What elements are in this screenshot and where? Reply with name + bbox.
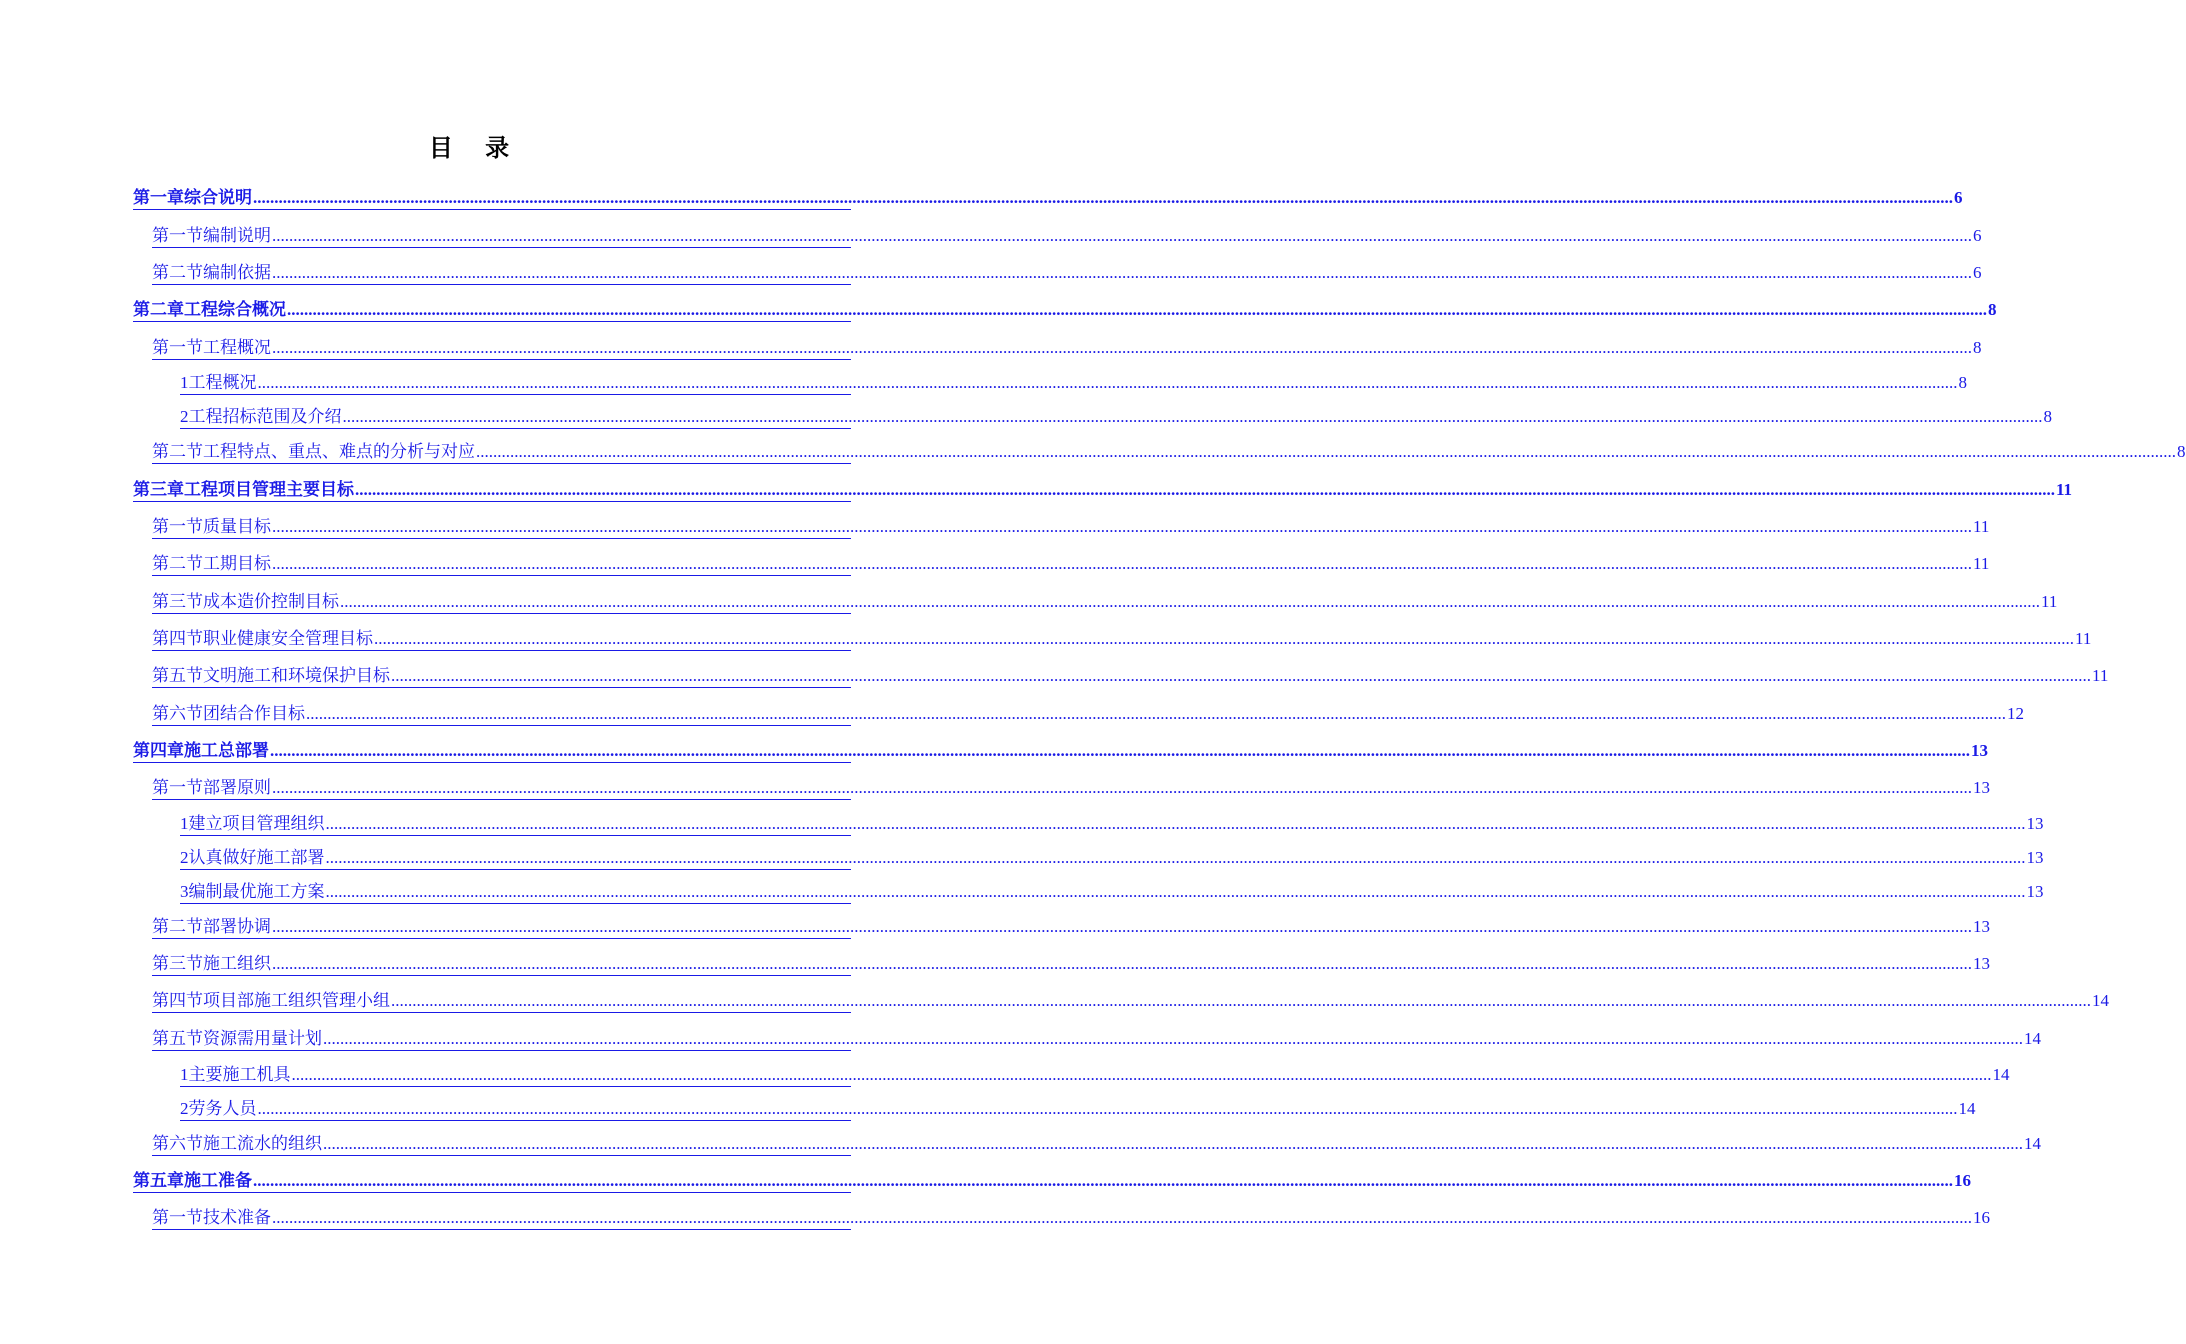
toc-entry-number: 第一节 — [152, 1208, 203, 1228]
toc-dot-leader: ................................................................................................................................................................................................................................................................................................................................................................................................................ — [476, 442, 2176, 461]
toc-dot-leader: ................................................................................................................................................................................................................................................................................................................................................................................................................ — [374, 629, 2074, 648]
toc-entry-label: 施工总部署 — [184, 741, 269, 761]
toc-entry-label: 建立项目管理组织 — [188, 814, 325, 834]
toc-entry-page-number: 13 — [2026, 882, 2044, 901]
toc-entry[interactable] — [152, 517, 1990, 539]
toc-entry-number: 1 — [180, 814, 189, 833]
toc-entry-label: 质量目标 — [203, 517, 271, 537]
toc-dot-leader: ................................................................................................................................................................................................................................................................................................................................................................................................................ — [342, 407, 2043, 426]
toc-entry-page-number: 11 — [2092, 666, 2109, 685]
toc-entry[interactable] — [152, 263, 1982, 285]
toc-entry-number: 1 — [180, 373, 189, 392]
toc-dot-leader: ................................................................................................................................................................................................................................................................................................................................................................................................................ — [253, 188, 1953, 207]
toc-entry[interactable] — [152, 704, 2024, 726]
toc-entry-number: 第四节 — [152, 991, 203, 1011]
toc-entry[interactable] — [152, 629, 2092, 651]
toc-entry-label: 成本造价控制目标 — [203, 592, 339, 612]
toc-dot-leader: ................................................................................................................................................................................................................................................................................................................................................................................................................ — [323, 1134, 2023, 1153]
toc-entry[interactable] — [180, 848, 2044, 870]
toc-dot-leader: ................................................................................................................................................................................................................................................................................................................................................................................................................ — [272, 338, 1972, 357]
toc-entry-label: 施工流水的组织 — [203, 1134, 322, 1154]
toc-entry[interactable] — [180, 882, 2044, 904]
toc-entry[interactable] — [152, 442, 2186, 464]
toc-entry-number: 第二节 — [152, 917, 203, 937]
toc-entry[interactable] — [180, 373, 1967, 395]
toc-entry-page-number: 14 — [2024, 1029, 2041, 1048]
toc-dot-leader: ................................................................................................................................................................................................................................................................................................................................................................................................................ — [287, 300, 1987, 319]
toc-entry[interactable] — [152, 592, 2058, 614]
toc-entry[interactable] — [133, 300, 1997, 322]
toc-entry-label: 工程概况 — [188, 373, 257, 393]
toc-entry[interactable] — [152, 778, 1990, 800]
toc-dot-leader: ................................................................................................................................................................................................................................................................................................................................................................................................................ — [272, 263, 1972, 282]
toc-entry-page-number: 6 — [1954, 188, 1963, 207]
toc-entry-label: 工程概况 — [203, 338, 271, 358]
toc-entry-number: 第五节 — [152, 666, 203, 686]
toc-entry-number: 第三章 — [133, 480, 184, 500]
toc-entry-label: 工期目标 — [203, 554, 271, 574]
toc-entry-number: 第一节 — [152, 778, 203, 798]
toc-entry-number: 3 — [180, 882, 189, 901]
toc-entry-number: 第一节 — [152, 226, 203, 246]
toc-dot-leader: ................................................................................................................................................................................................................................................................................................................................................................................................................ — [272, 1208, 1972, 1227]
toc-entry-number: 第二节 — [152, 442, 203, 462]
toc-entry-page-number: 11 — [1973, 517, 1990, 536]
toc-entry-number: 第一节 — [152, 517, 203, 537]
toc-dot-leader: ................................................................................................................................................................................................................................................................................................................................................................................................................ — [272, 917, 1972, 936]
toc-title: 目 录 — [428, 134, 522, 162]
toc-entry-number: 第二节 — [152, 263, 203, 283]
toc-entry[interactable] — [180, 814, 2044, 836]
toc-entry[interactable] — [133, 1171, 1971, 1193]
toc-entry-number: 2 — [180, 848, 189, 867]
toc-entry-page-number: 8 — [1988, 300, 1997, 319]
toc-entry[interactable] — [152, 917, 1990, 939]
toc-entry-label: 编制最优施工方案 — [188, 882, 325, 902]
toc-entry-label: 工程综合概况 — [184, 300, 286, 320]
toc-entry-number: 1 — [180, 1065, 189, 1084]
toc-entry-page-number: 8 — [1973, 338, 1982, 357]
toc-entry[interactable] — [152, 338, 1982, 360]
toc-dot-leader: ................................................................................................................................................................................................................................................................................................................................................................................................................ — [323, 1029, 2023, 1048]
toc-entry-label: 主要施工机具 — [188, 1065, 291, 1085]
toc-dot-leader: ................................................................................................................................................................................................................................................................................................................................................................................................................ — [325, 882, 2026, 901]
toc-entry-number: 第五节 — [152, 1029, 203, 1049]
toc-entry-page-number: 6 — [1973, 226, 1982, 245]
toc-entry-label: 团结合作目标 — [203, 704, 305, 724]
toc-entry-number: 第六节 — [152, 1134, 203, 1154]
toc-entry-label: 部署原则 — [203, 778, 271, 798]
toc-entry-page-number: 14 — [2024, 1134, 2041, 1153]
toc-entry[interactable] — [133, 480, 2073, 502]
toc-entry-label: 资源需用量计划 — [203, 1029, 322, 1049]
toc-dot-leader: ................................................................................................................................................................................................................................................................................................................................................................................................................ — [272, 517, 1972, 536]
toc-entry-number: 第四章 — [133, 741, 184, 761]
toc-entry-number: 第六节 — [152, 704, 203, 724]
toc-dot-leader: ................................................................................................................................................................................................................................................................................................................................................................................................................ — [272, 778, 1972, 797]
toc-dot-leader: ................................................................................................................................................................................................................................................................................................................................................................................................................ — [253, 1171, 1953, 1190]
toc-dot-leader: ................................................................................................................................................................................................................................................................................................................................................................................................................ — [257, 373, 1958, 392]
toc-dot-leader: ................................................................................................................................................................................................................................................................................................................................................................................................................ — [272, 554, 1972, 573]
toc-entry-page-number: 16 — [1954, 1171, 1971, 1190]
toc-entry-label: 施工组织 — [203, 954, 271, 974]
toc-entry-page-number: 8 — [2177, 442, 2186, 461]
toc-entry-number: 第一章 — [133, 188, 184, 208]
toc-entry[interactable] — [152, 666, 2109, 688]
toc-dot-leader: ................................................................................................................................................................................................................................................................................................................................................................................................................ — [291, 1065, 1992, 1084]
toc-entry[interactable] — [152, 1134, 2041, 1156]
toc-entry-page-number: 13 — [1971, 741, 1988, 760]
toc-entry-number: 2 — [180, 1099, 189, 1118]
toc-entry-number: 第二节 — [152, 554, 203, 574]
toc-entry-page-number: 14 — [2092, 991, 2109, 1010]
toc-entry-page-number: 13 — [1973, 917, 1990, 936]
toc-entry-label: 认真做好施工部署 — [188, 848, 325, 868]
toc-entry[interactable] — [152, 991, 2109, 1013]
toc-entry-number: 第五章 — [133, 1171, 184, 1191]
toc-entry-label: 工程项目管理主要目标 — [184, 480, 354, 500]
toc-entry[interactable] — [152, 1208, 1990, 1230]
toc-dot-leader: ................................................................................................................................................................................................................................................................................................................................................................................................................ — [355, 480, 2055, 499]
toc-entry[interactable] — [152, 226, 1982, 248]
toc-entry-label: 部署协调 — [203, 917, 271, 937]
toc-entry-label: 编制说明 — [203, 226, 271, 246]
toc-entry-label: 职业健康安全管理目标 — [203, 629, 373, 649]
toc-entry-page-number: 11 — [2056, 480, 2073, 499]
toc-entry-label: 项目部施工组织管理小组 — [203, 991, 390, 1011]
toc-entry-number: 第三节 — [152, 954, 203, 974]
toc-entry[interactable] — [152, 554, 1990, 576]
toc-entry[interactable] — [180, 1065, 2010, 1087]
toc-entry-page-number: 14 — [1992, 1065, 2010, 1084]
toc-dot-leader: ................................................................................................................................................................................................................................................................................................................................................................................................................ — [340, 592, 2040, 611]
toc-entry-page-number: 11 — [2041, 592, 2058, 611]
toc-entry-label: 综合说明 — [184, 188, 252, 208]
toc-entry-page-number: 16 — [1973, 1208, 1990, 1227]
toc-entry-page-number: 13 — [2026, 814, 2044, 833]
toc-entry-label: 工程特点、重点、难点的分析与对应 — [203, 442, 475, 462]
toc-dot-leader: ................................................................................................................................................................................................................................................................................................................................................................................................................ — [391, 666, 2091, 685]
toc-entry-page-number: 11 — [1973, 554, 1990, 573]
toc-entry-label: 编制依据 — [203, 263, 271, 283]
toc-dot-leader: ................................................................................................................................................................................................................................................................................................................................................................................................................ — [272, 226, 1972, 245]
toc-entry-page-number: 11 — [2075, 629, 2092, 648]
toc-entry-number: 第三节 — [152, 592, 203, 612]
toc-entry[interactable] — [152, 1029, 2041, 1051]
toc-entry[interactable] — [133, 188, 1963, 210]
toc-entry-page-number: 13 — [1973, 954, 1990, 973]
toc-dot-leader: ................................................................................................................................................................................................................................................................................................................................................................................................................ — [270, 741, 1970, 760]
toc-entry-page-number: 12 — [2007, 704, 2024, 723]
toc-entry[interactable] — [180, 407, 2052, 429]
toc-dot-leader: ................................................................................................................................................................................................................................................................................................................................................................................................................ — [306, 704, 2006, 723]
toc-entry-number: 第四节 — [152, 629, 203, 649]
toc-entry-page-number: 13 — [2026, 848, 2044, 867]
toc-entry-number: 第二章 — [133, 300, 184, 320]
toc-entry-page-number: 14 — [1958, 1099, 1976, 1118]
toc-entry-label: 施工准备 — [184, 1171, 252, 1191]
toc-entry-label: 技术准备 — [203, 1208, 271, 1228]
toc-entry-page-number: 8 — [1958, 373, 1967, 392]
toc-dot-leader: ................................................................................................................................................................................................................................................................................................................................................................................................................ — [325, 848, 2026, 867]
toc-entry[interactable] — [180, 1099, 1976, 1121]
toc-entry[interactable] — [152, 954, 1990, 976]
toc-entry-page-number: 13 — [1973, 778, 1990, 797]
toc-dot-leader: ................................................................................................................................................................................................................................................................................................................................................................................................................ — [257, 1099, 1958, 1118]
toc-entry-label: 劳务人员 — [188, 1099, 257, 1119]
toc-entry-number: 第一节 — [152, 338, 203, 358]
toc-entry-page-number: 6 — [1973, 263, 1982, 282]
toc-dot-leader: ................................................................................................................................................................................................................................................................................................................................................................................................................ — [325, 814, 2026, 833]
toc-entry[interactable] — [133, 741, 1988, 763]
toc-entry-number: 2 — [180, 407, 189, 426]
toc-entry-label: 文明施工和环境保护目标 — [203, 666, 390, 686]
toc-dot-leader: ................................................................................................................................................................................................................................................................................................................................................................................................................ — [272, 954, 1972, 973]
toc-entry-page-number: 8 — [2043, 407, 2052, 426]
toc-entry-label: 工程招标范围及介绍 — [188, 407, 342, 427]
toc-dot-leader: ................................................................................................................................................................................................................................................................................................................................................................................................................ — [391, 991, 2091, 1010]
